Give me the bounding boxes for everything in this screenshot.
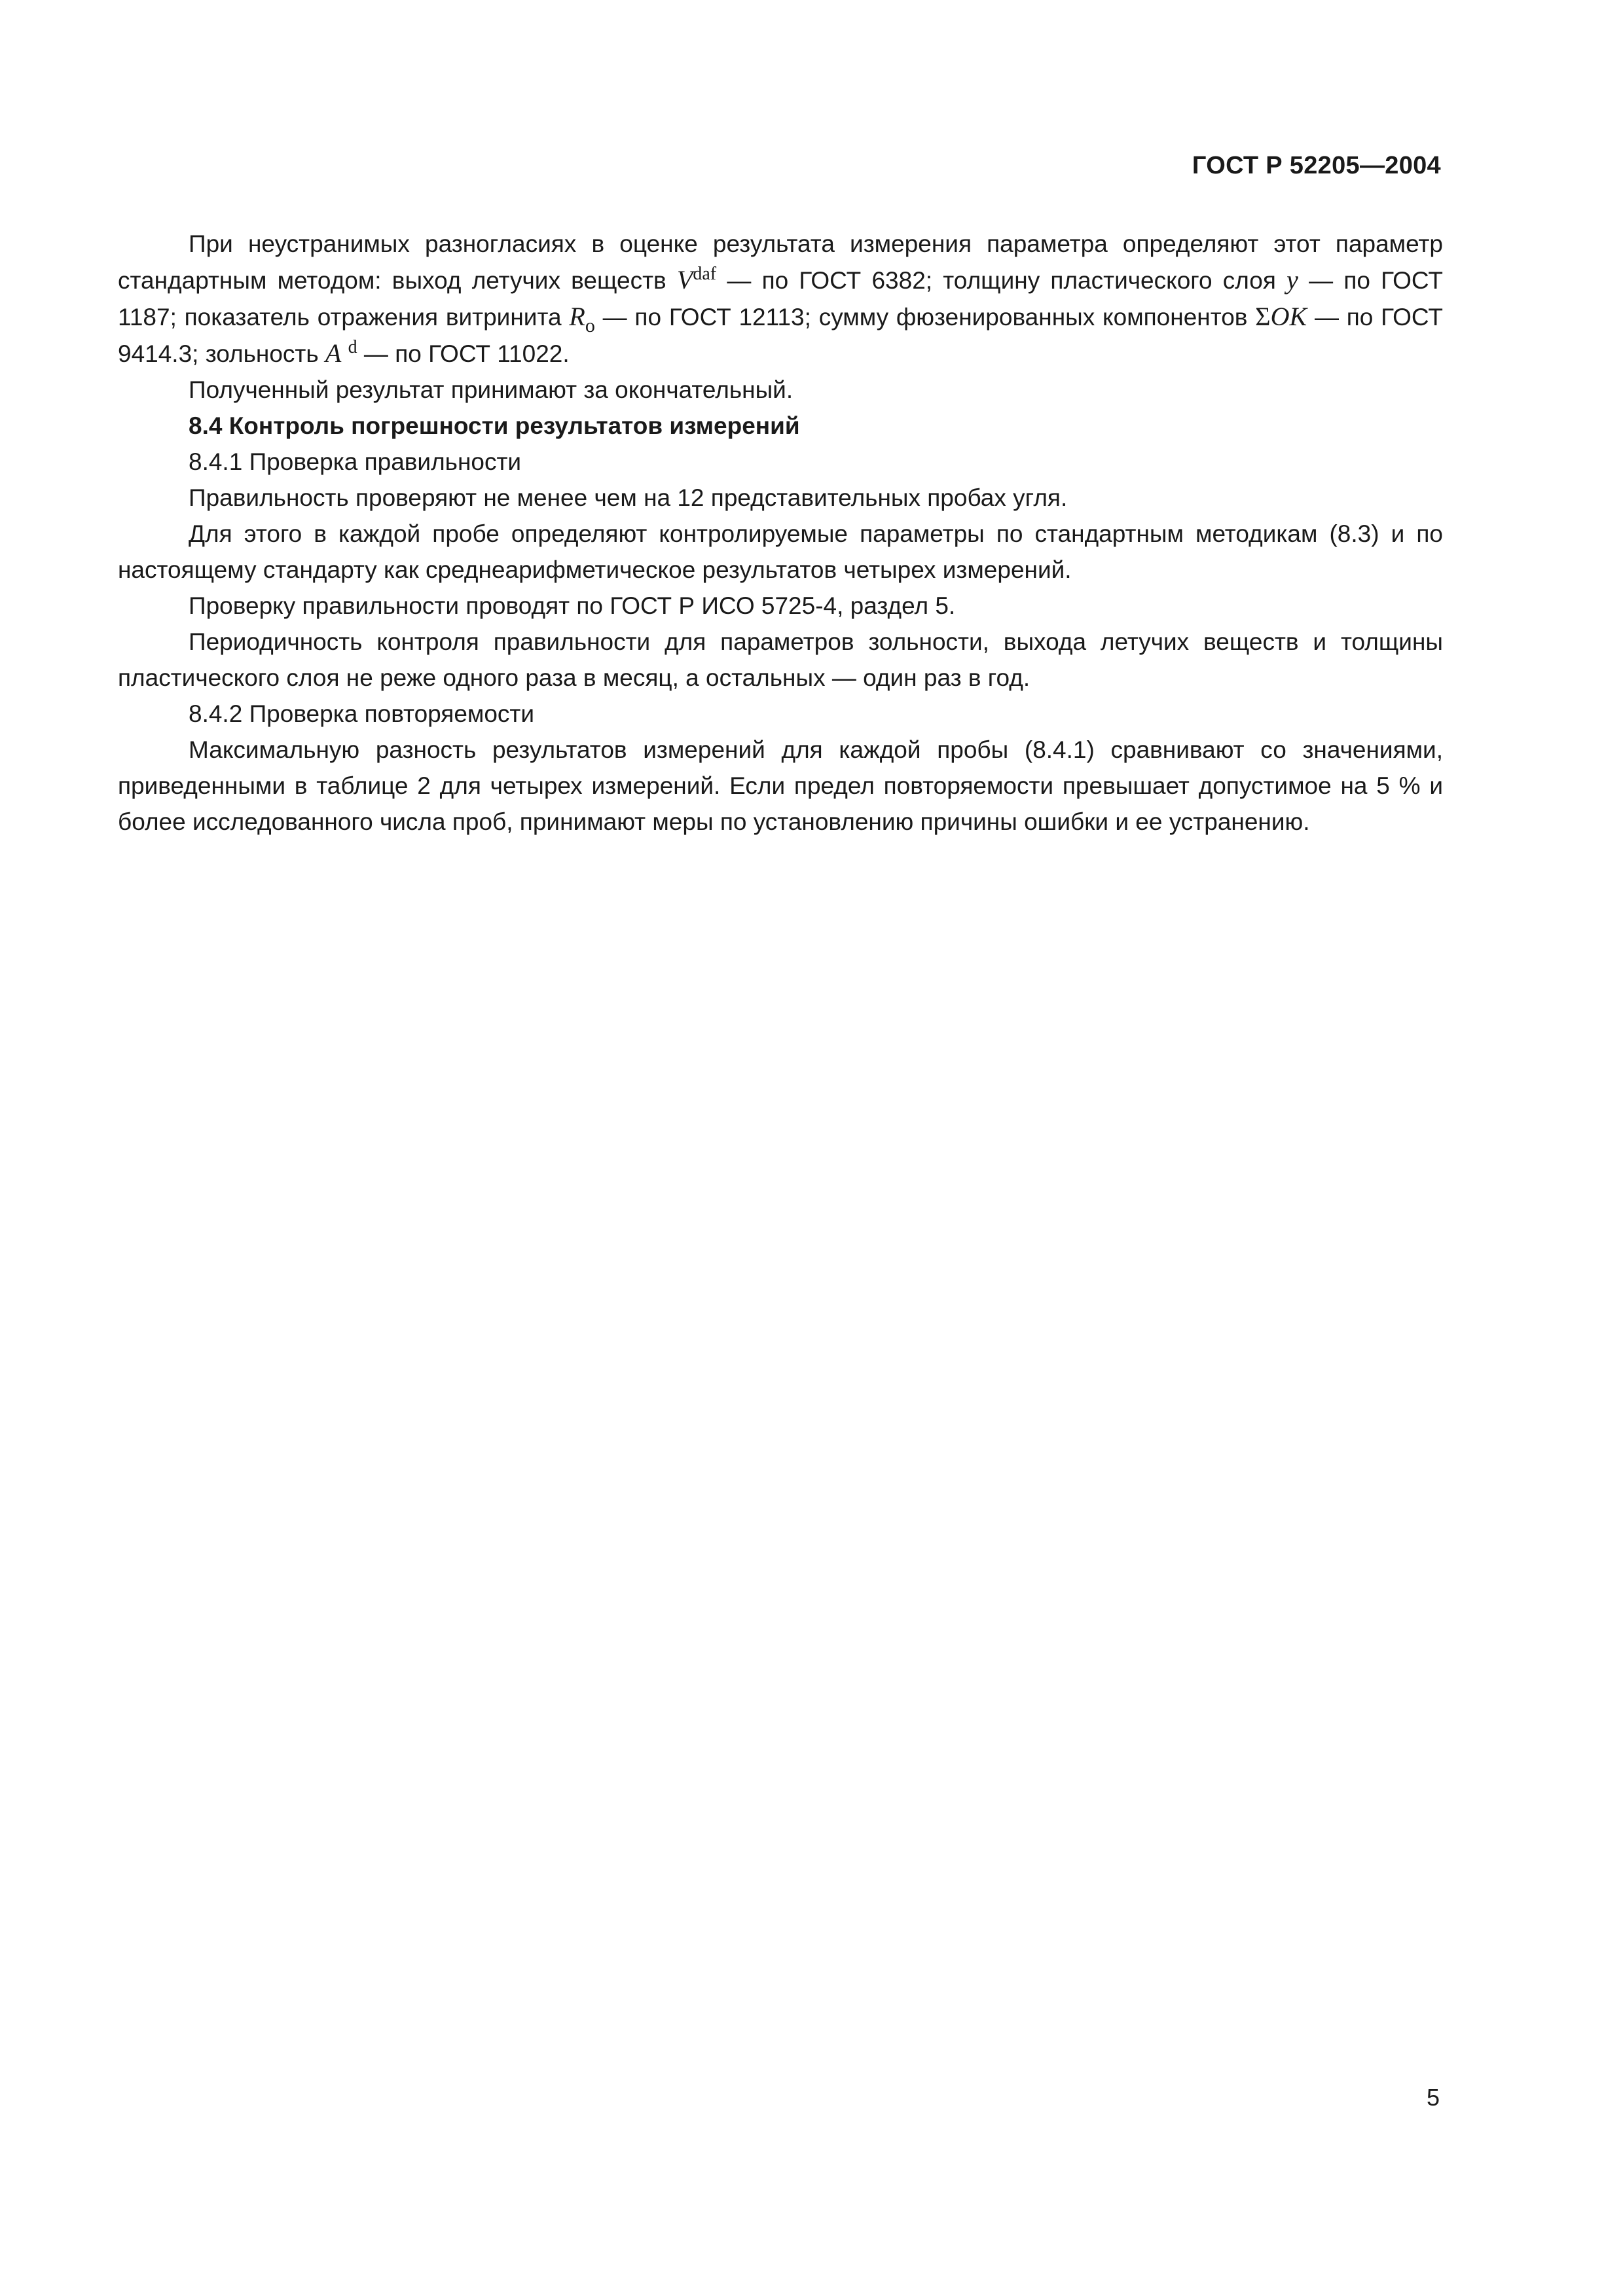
subsection-heading-8-4-2: 8.4.2 Проверка повторяемости	[189, 700, 535, 727]
subsection-heading-8-4-1: 8.4.1 Проверка правильности	[189, 448, 522, 475]
ash-content-superscript: d	[348, 337, 357, 357]
text-fragment: — по ГОСТ 11022.	[357, 340, 570, 367]
paragraph-control-frequency: Периодичность контроля правильности для параметров зольности, выхода летучих веществ и толщины пластического слоя не реже одного раза в месяц, а остальных — один раз в год.	[118, 628, 1443, 691]
text-fragment: — по ГОСТ 12113; сумму фюзенированных компонентов	[594, 304, 1256, 331]
paragraph-correctness-reference: Проверку правильности проводят по ГОСТ Р ИСО 5725-4, раздел 5.	[189, 592, 956, 619]
text-fragment: — по ГОСТ 6382; толщину пластического слоя	[716, 267, 1287, 294]
plastic-layer-symbol: y	[1286, 265, 1298, 295]
ash-content-symbol: A	[325, 338, 342, 368]
document-header: ГОСТ Р 52205—2004	[1192, 152, 1441, 179]
text-fragment: При неустранимых разногласиях в оценке результата измерения параметра определяют этот параметр стандартным методом: выход летучих веществ	[118, 230, 1443, 294]
fusinized-components-symbol: OK	[1270, 302, 1307, 331]
text-fragment: — по ГОСТ 9414.3; зольность	[118, 304, 1443, 367]
paragraph-final-result: Полученный результат принимают за окончательный.	[189, 376, 793, 403]
vitrinite-reflectance-symbol: R	[569, 302, 585, 331]
paragraph-correctness-method: Для этого в каждой пробе определяют контролируемые параметры по стандартным методикам (8.3) и по настоящему стандарту как среднеарифметическое результатов четырех измерений.	[118, 520, 1443, 583]
volatile-matter-superscript: daf	[693, 264, 717, 284]
vitrinite-reflectance-subscript: o	[585, 315, 595, 336]
paragraph-repeatability: Максимальную разность результатов измерений для каждой пробы (8.4.1) сравнивают со значениями, приведенными в таблице 2 для четырех измерений. Если предел повторяемости превышает допустимое на 5 % и более исследованного числа проб, принимают меры по установлению причины ошибки и ее устранению.	[118, 736, 1443, 835]
paragraph-correctness-samples: Правильность проверяют не менее чем на 12 представительных пробах угля.	[189, 484, 1068, 511]
volatile-matter-symbol: V	[676, 265, 693, 295]
sum-symbol: Σ	[1255, 302, 1271, 331]
text-fragment: — по ГОСТ 1187; показатель отражения витринита	[118, 267, 1443, 331]
section-heading-8-4: 8.4 Контроль погрешности результатов измерений	[189, 412, 800, 439]
page-number: 5	[1426, 2084, 1440, 2111]
paragraph-disagreement	[118, 226, 1443, 372]
document-body	[118, 226, 1443, 840]
